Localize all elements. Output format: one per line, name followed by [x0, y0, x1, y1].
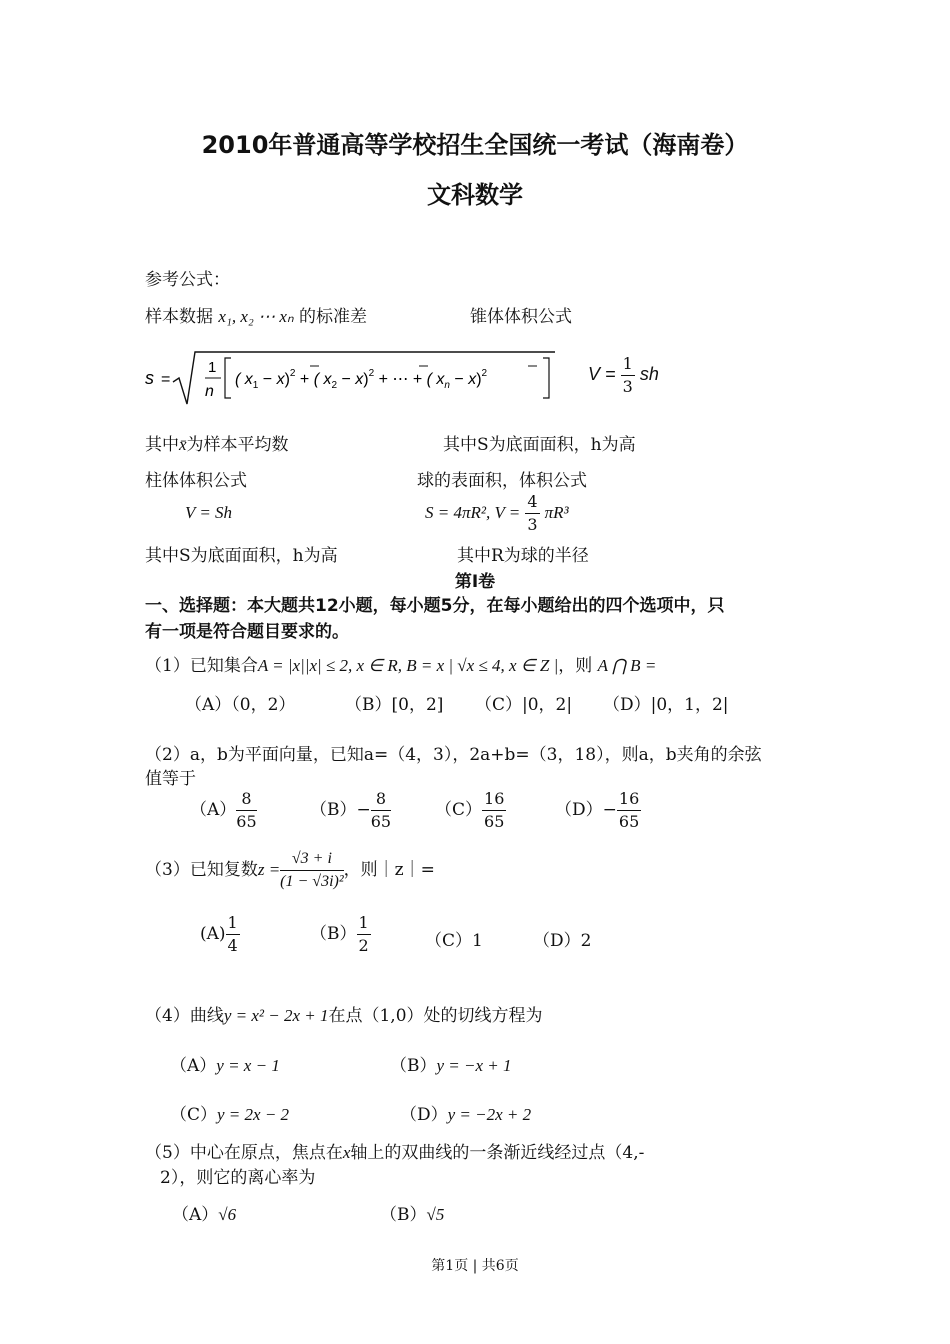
q4-option-c	[170, 1100, 289, 1125]
q1-option-b: （B）[0，2]	[345, 695, 444, 715]
q4-stem-math: y = x² − 2x + 1	[223, 1006, 329, 1025]
volume-label: 第I卷	[454, 572, 496, 592]
std-dev-label-line	[145, 302, 367, 327]
cone-fraction-den: 3	[622, 377, 633, 396]
q5-option-b	[380, 1200, 444, 1225]
q2-option-a-label: （A）	[190, 800, 237, 820]
svg-text:=: =	[161, 371, 171, 388]
q5-line1-post: 轴上的双曲线的一条渐近线经过点（4,-	[350, 1143, 645, 1163]
q2-option-d-fraction	[617, 788, 641, 833]
q5-line1-var: x	[342, 1143, 351, 1162]
q2-option-a-den: 65	[236, 812, 257, 831]
q1-stem-pre: （1）已知集合	[145, 656, 258, 676]
q1-option-a: （A）（0，2）	[185, 695, 296, 715]
q5-option-b-label: （B）	[380, 1205, 427, 1225]
cone-volume-formula	[588, 353, 659, 398]
q2-option-a-fraction	[236, 788, 256, 833]
q2-option-b-label: （B）	[310, 800, 357, 820]
q3-option-a-label: (A)	[200, 924, 226, 944]
q3-stem-pre: （3）已知复数	[145, 860, 258, 880]
cone-volume-label: 锥体体积公式	[470, 307, 572, 327]
sphere-fraction-num: 4	[525, 491, 539, 514]
xbar-var: x̄	[179, 435, 187, 454]
cone-v-rhs: sh	[639, 364, 659, 384]
q2-option-d-den: 65	[618, 812, 640, 831]
q3-option-b-label: （B）	[310, 924, 357, 944]
q3-option-b-den: 2	[358, 936, 369, 955]
q2-option-d-num: 16	[617, 788, 641, 811]
q3-option-d: （D）2	[533, 931, 592, 951]
q1-option-c: （C）|0，2|	[475, 695, 573, 715]
q4-option-d-label: （D）	[400, 1105, 448, 1125]
q1-stem-post: ，则	[558, 656, 593, 676]
page-title: 2010年普通高等学校招生全国统一考试（海南卷）	[201, 131, 749, 159]
svg-text:1: 1	[208, 359, 217, 376]
page-subtitle: 文科数学	[427, 181, 523, 209]
q2-option-d-label: （D）	[555, 800, 603, 820]
sphere-note: 其中R为球的半径	[457, 546, 589, 566]
sphere-fraction	[525, 491, 539, 536]
q2-stem-line1: （2）a，b为平面向量，已知a=（4，3），2a+b=（3，18），则a，b夹角的余弦	[145, 745, 762, 765]
xbar-note	[145, 430, 289, 455]
prism-note: 其中S为底面面积，h为高	[145, 546, 338, 566]
svg-text:( x1 − x)2 + ( x2 − x)2 + ⋯ +: ( $x_1 - x)^2$ + ( $x_2 - x)^2$ + ⋯ + ( $x_n - x)^2$	[235, 368, 488, 391]
cone-v-lhs: V =	[588, 364, 616, 384]
q3-option-b-fraction	[357, 912, 371, 957]
q2-option-b	[310, 788, 391, 833]
radical-sign	[145, 348, 560, 408]
q3-den: (1 − √3i)²	[280, 873, 344, 890]
question-4-stem	[145, 1001, 543, 1026]
q5-option-a-expr: √6	[218, 1205, 237, 1224]
q2-option-a	[190, 788, 257, 833]
q3-z-lhs: z =	[257, 860, 281, 879]
q4-option-d-expr: y = −2x + 2	[447, 1105, 532, 1124]
formulas-heading: 参考公式：	[145, 270, 230, 290]
cone-note: 其中S为底面面积，h为高	[443, 435, 636, 455]
cone-fraction-num: 1	[621, 353, 635, 376]
q4-option-a	[170, 1051, 280, 1076]
q2-option-a-num: 8	[236, 788, 256, 811]
q1-stem-math: A = |x||x| ≤ 2, x ∈ R, B = x | √x ≤ 4, x ∈ Z |	[257, 656, 559, 675]
q1-stem-tail: A ⋂ B =	[597, 656, 657, 675]
q5-option-a	[172, 1200, 236, 1225]
section-heading-line1: 一、选择题：本大题共12小题，每小题5分，在每小题给出的四个选项中，只	[145, 596, 725, 616]
page-number: 第1页 | 共6页	[431, 1258, 519, 1274]
section-heading-line2: 有一项是符合题目要求的。	[145, 622, 349, 642]
std-dev-formula	[145, 348, 560, 408]
q2-stem-line2: 值等于	[145, 769, 196, 789]
svg-text:n: n	[205, 383, 214, 400]
svg-text:s: s	[145, 368, 154, 388]
q1-option-d: （D）|0，1，2|	[603, 695, 729, 715]
q3-option-c: （C）1	[425, 931, 483, 951]
q3-option-a-fraction	[226, 912, 240, 957]
std-dev-vars: x₁, x₂ ⋯ xₙ	[218, 307, 294, 326]
cone-fraction	[621, 353, 635, 398]
sphere-formula-label: 球的表面积，体积公式	[417, 471, 587, 491]
q2-option-b-num: 8	[371, 788, 391, 811]
question-1-stem	[145, 651, 656, 676]
q2-option-b-den: 65	[370, 812, 392, 831]
std-dev-suffix: 的标准差	[299, 307, 368, 327]
q2-option-d	[555, 788, 641, 833]
q2-option-b-fraction	[371, 788, 391, 833]
q4-option-b-expr: y = −x + 1	[436, 1056, 512, 1075]
q2-option-c-label: （C）	[435, 800, 483, 820]
q4-stem-post: 在点（1,0）处的切线方程为	[328, 1006, 543, 1026]
q2-option-c	[435, 788, 506, 833]
q3-option-b-num: 1	[357, 912, 371, 935]
std-dev-label: 样本数据	[145, 307, 213, 327]
q5-line1-pre: （5）中心在原点，焦点在	[145, 1143, 343, 1163]
q3-num: √3 + i	[280, 848, 343, 871]
q2-option-c-num: 16	[482, 788, 506, 811]
prism-volume-formula: V = Sh	[185, 503, 233, 522]
xbar-note-post: 为样本平均数	[186, 435, 289, 455]
q4-option-a-label: （A）	[170, 1056, 217, 1076]
question-3-stem	[145, 848, 435, 893]
q3-option-a-num: 1	[226, 912, 240, 935]
q5-stem-line1	[145, 1138, 644, 1163]
q3-stem-post: ，则｜z｜=	[343, 860, 435, 880]
q3-option-b	[310, 912, 371, 957]
q4-option-d	[400, 1100, 531, 1125]
q4-option-b-label: （B）	[390, 1056, 437, 1076]
q4-option-b	[390, 1051, 512, 1076]
sphere-formula-a: S = 4πR², V =	[425, 503, 521, 522]
sphere-formula-b: πR³	[544, 503, 569, 522]
sphere-formula	[425, 491, 569, 536]
sphere-fraction-den: 3	[527, 515, 538, 534]
q4-option-c-expr: y = 2x − 2	[217, 1105, 290, 1124]
q2-option-d-sign: −	[602, 800, 617, 820]
q4-option-c-label: （C）	[170, 1105, 218, 1125]
q3-option-a	[200, 912, 240, 957]
xbar-note-pre: 其中	[145, 435, 179, 455]
q4-stem-pre: （4）曲线	[145, 1006, 224, 1026]
q5-stem-line2: 2），则它的离心率为	[160, 1168, 316, 1188]
q5-option-b-expr: √5	[426, 1205, 445, 1224]
q4-option-a-expr: y = x − 1	[216, 1056, 280, 1075]
q3-fraction	[280, 848, 343, 893]
q2-option-c-den: 65	[484, 812, 505, 831]
q2-option-b-sign: −	[356, 800, 371, 820]
q5-option-a-label: （A）	[172, 1205, 219, 1225]
q2-option-c-fraction	[482, 788, 506, 833]
q3-option-a-den: 4	[227, 936, 238, 955]
prism-volume-label: 柱体体积公式	[145, 471, 247, 491]
